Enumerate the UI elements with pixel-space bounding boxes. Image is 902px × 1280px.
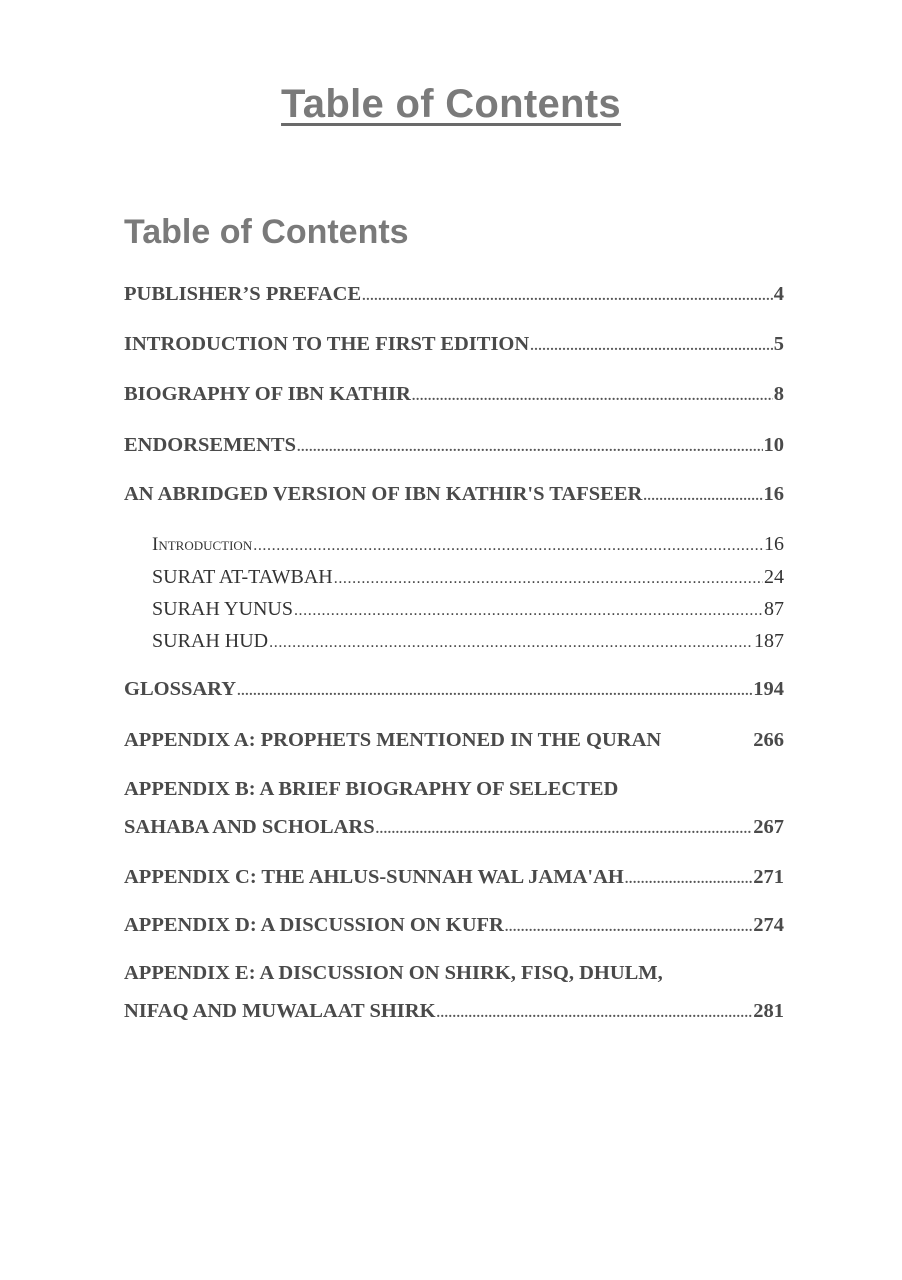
dot-leader <box>412 389 773 405</box>
toc-page-number: 5 <box>773 333 784 355</box>
toc-entry-appendix-b[interactable] <box>124 816 784 839</box>
toc-entry-label: GLOSSARY <box>124 678 237 700</box>
toc-page-number: 267 <box>753 816 784 838</box>
toc-page-number: 16 <box>764 533 784 555</box>
page-title: Table of Contents <box>281 82 621 126</box>
toc-page-number: 271 <box>753 866 784 888</box>
toc-subentry-surah-hud[interactable] <box>152 630 784 653</box>
toc-page-number: 266 <box>753 729 784 751</box>
dot-leader <box>253 537 763 555</box>
toc-entry-endorsements[interactable] <box>124 434 784 457</box>
dot-leader <box>297 440 762 456</box>
dot-leader <box>334 570 763 588</box>
toc-entry-glossary[interactable] <box>124 678 784 701</box>
dot-leader <box>237 684 752 700</box>
toc-page-number: 10 <box>763 434 784 456</box>
dot-leader <box>530 339 773 355</box>
toc-entry-publishers-preface[interactable] <box>124 283 784 306</box>
toc-subentry-surah-yunus[interactable] <box>152 598 784 621</box>
toc-page-number: 194 <box>753 678 784 700</box>
toc-page-number: 4 <box>773 283 784 305</box>
toc-entry-label: APPENDIX A: PROPHETS MENTIONED IN THE QURAN <box>124 729 662 751</box>
toc-subentry-label: Introduction <box>152 534 253 555</box>
toc-page-number: 8 <box>773 383 784 405</box>
toc-entry-label: ENDORSEMENTS <box>124 434 297 456</box>
dot-leader <box>437 1006 753 1022</box>
toc-subentry-label: SURAT AT-TAWBAH <box>152 566 333 588</box>
toc-page-number: 87 <box>764 598 784 620</box>
toc-page-number: 16 <box>763 483 784 505</box>
toc-entry-label: PUBLISHER’S PREFACE <box>124 283 362 305</box>
toc-entry-biography-ibn-kathir[interactable] <box>124 383 784 406</box>
toc-entry-appendix-e[interactable] <box>124 1000 784 1023</box>
toc-subentry-label: SURAH HUD <box>152 630 269 652</box>
toc-entry-label: SAHABA AND SCHOLARS <box>124 816 375 838</box>
dot-leader <box>376 822 753 838</box>
toc-entry-label: NIFAQ AND MUWALAAT SHIRK <box>124 1000 436 1022</box>
toc-subentry-label: SURAH YUNUS <box>152 598 293 620</box>
toc-entry-introduction-first-edition[interactable] <box>124 333 784 356</box>
toc-entry-appendix-e-line1[interactable]: APPENDIX E: A DISCUSSION ON SHIRK, FISQ, DHULM, <box>124 962 663 984</box>
dot-leader <box>362 289 773 305</box>
toc-entry-label: APPENDIX C: THE AHLUS-SUNNAH WAL JAMA'AH <box>124 866 624 888</box>
section-title: Table of Contents <box>124 213 409 251</box>
toc-entry-label: INTRODUCTION TO THE FIRST EDITION <box>124 333 530 355</box>
dot-leader <box>625 872 752 888</box>
toc-entry-label: APPENDIX D: A DISCUSSION ON KUFR <box>124 914 504 936</box>
toc-subentry-surat-at-tawbah[interactable] <box>152 566 784 589</box>
toc-entry-label: AN ABRIDGED VERSION OF IBN KATHIR'S TAFSEER <box>124 483 643 505</box>
toc-page-number: 187 <box>754 630 784 652</box>
toc-entry-appendix-d[interactable] <box>124 914 784 937</box>
toc-page-number: 274 <box>753 914 784 936</box>
toc-subentry-introduction[interactable] <box>152 533 784 556</box>
toc-page-number: 24 <box>764 566 784 588</box>
toc-entry-label: BIOGRAPHY OF IBN KATHIR <box>124 383 411 405</box>
dot-leader <box>505 920 752 936</box>
toc-entry-appendix-a[interactable] <box>124 729 784 752</box>
dot-leader <box>294 602 763 620</box>
dot-leader <box>269 634 753 652</box>
toc-page-number: 281 <box>753 1000 784 1022</box>
dot-leader <box>643 489 762 505</box>
toc-entry-appendix-c[interactable] <box>124 866 784 889</box>
toc-entry-appendix-b-line1[interactable]: APPENDIX B: A BRIEF BIOGRAPHY OF SELECTED <box>124 778 619 800</box>
toc-entry-abridged-tafseer[interactable] <box>124 483 784 506</box>
